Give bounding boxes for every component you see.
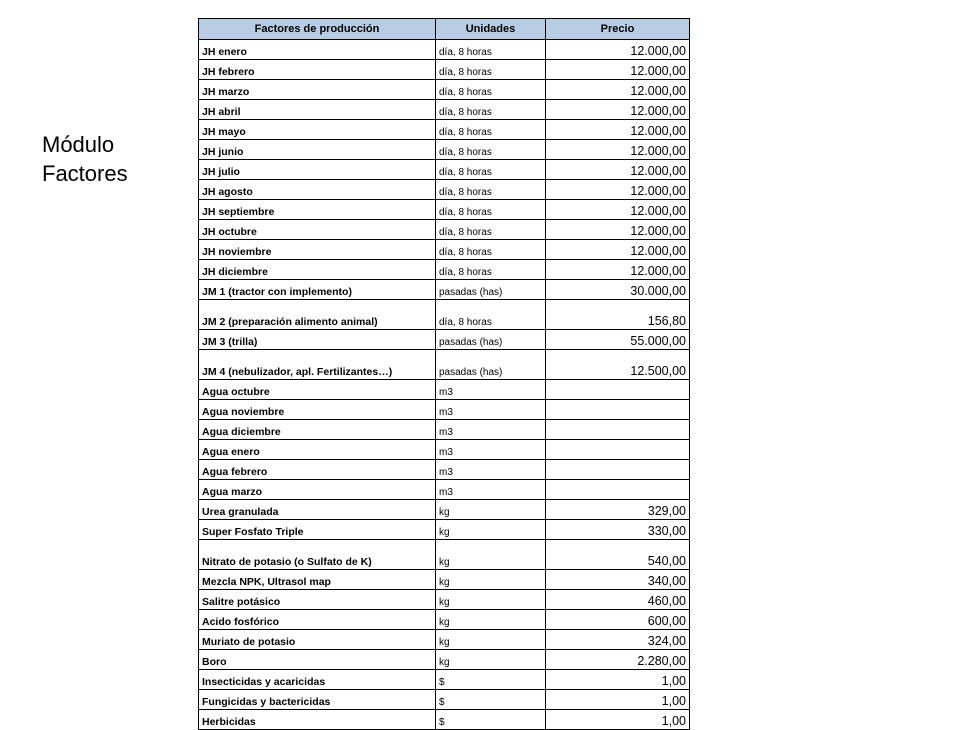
factor-name-cell: JH julio: [199, 160, 436, 180]
price-cell: 12.000,00: [546, 80, 690, 100]
factor-name-cell: Insecticidas y acaricidas: [199, 670, 436, 690]
table-row: [199, 350, 690, 380]
table-row: [199, 520, 690, 540]
factor-name-cell: JH agosto: [199, 180, 436, 200]
unit-cell: kg: [436, 540, 546, 570]
table-row: [199, 160, 690, 180]
unit-cell: día, 8 horas: [436, 180, 546, 200]
factor-name-cell: Herbicidas: [199, 710, 436, 730]
price-cell: 1,00: [546, 690, 690, 710]
unit-cell: pasadas (has): [436, 280, 546, 300]
table-row: [199, 630, 690, 650]
table-header-row: [199, 19, 690, 40]
price-cell: 330,00: [546, 520, 690, 540]
price-cell: 12.000,00: [546, 60, 690, 80]
unit-cell: m3: [436, 480, 546, 500]
factor-name-cell: JH mayo: [199, 120, 436, 140]
table-row: [199, 670, 690, 690]
factor-name-cell: JM 2 (preparación alimento animal): [199, 300, 436, 330]
price-cell: 1,00: [546, 710, 690, 730]
factor-name-cell: JH febrero: [199, 60, 436, 80]
unit-cell: día, 8 horas: [436, 80, 546, 100]
price-cell: 600,00: [546, 610, 690, 630]
price-cell: 540,00: [546, 540, 690, 570]
unit-cell: día, 8 horas: [436, 100, 546, 120]
factor-name-cell: Salitre potásico: [199, 590, 436, 610]
factor-name-cell: Mezcla NPK, Ultrasol map: [199, 570, 436, 590]
unit-cell: día, 8 horas: [436, 60, 546, 80]
unit-cell: m3: [436, 420, 546, 440]
table-row: [199, 260, 690, 280]
header-factor: Factores de producción: [199, 19, 436, 40]
table-row: [199, 610, 690, 630]
unit-cell: pasadas (has): [436, 350, 546, 380]
unit-cell: día, 8 horas: [436, 140, 546, 160]
table-row: [199, 200, 690, 220]
factor-name-cell: JH octubre: [199, 220, 436, 240]
price-cell: 12.000,00: [546, 240, 690, 260]
unit-cell: kg: [436, 590, 546, 610]
table-row: [199, 40, 690, 60]
factor-name-cell: JH abril: [199, 100, 436, 120]
table-row: [199, 380, 690, 400]
factor-name-cell: Fungicidas y bactericidas: [199, 690, 436, 710]
unit-cell: día, 8 horas: [436, 160, 546, 180]
price-cell: 12.000,00: [546, 260, 690, 280]
unit-cell: día, 8 horas: [436, 240, 546, 260]
table-row: [199, 500, 690, 520]
price-cell: 324,00: [546, 630, 690, 650]
factor-name-cell: Acido fosfórico: [199, 610, 436, 630]
unit-cell: día, 8 horas: [436, 200, 546, 220]
factor-name-cell: Agua noviembre: [199, 400, 436, 420]
unit-cell: kg: [436, 630, 546, 650]
factor-name-cell: JH diciembre: [199, 260, 436, 280]
table-row: [199, 460, 690, 480]
table-row: [199, 120, 690, 140]
factor-name-cell: JM 1 (tractor con implemento): [199, 280, 436, 300]
factor-name-cell: JH noviembre: [199, 240, 436, 260]
table-row: [199, 140, 690, 160]
table-row: [199, 180, 690, 200]
factor-name-cell: Nitrato de potasio (o Sulfato de K): [199, 540, 436, 570]
unit-cell: $: [436, 690, 546, 710]
table-row: [199, 240, 690, 260]
factor-name-cell: Agua enero: [199, 440, 436, 460]
slide-title-line1: Módulo: [42, 132, 115, 157]
table-row: [199, 400, 690, 420]
table-row: [199, 420, 690, 440]
price-cell: 12.000,00: [546, 160, 690, 180]
price-cell: [546, 420, 690, 440]
price-cell: 12.000,00: [546, 220, 690, 240]
price-cell: [546, 440, 690, 460]
table-row: [199, 100, 690, 120]
price-cell: 156,80: [546, 300, 690, 330]
table-row: [199, 330, 690, 350]
price-cell: 30.000,00: [546, 280, 690, 300]
unit-cell: m3: [436, 460, 546, 480]
factor-name-cell: Urea granulada: [199, 500, 436, 520]
factors-table: [198, 18, 690, 730]
factor-name-cell: JH junio: [199, 140, 436, 160]
factor-name-cell: JM 3 (trilla): [199, 330, 436, 350]
factor-name-cell: Agua febrero: [199, 460, 436, 480]
factor-name-cell: Agua marzo: [199, 480, 436, 500]
price-cell: 1,00: [546, 670, 690, 690]
price-cell: [546, 460, 690, 480]
unit-cell: $: [436, 710, 546, 730]
unit-cell: m3: [436, 440, 546, 460]
unit-cell: kg: [436, 500, 546, 520]
factor-name-cell: JH marzo: [199, 80, 436, 100]
factor-name-cell: Super Fosfato Triple: [199, 520, 436, 540]
factor-name-cell: Agua diciembre: [199, 420, 436, 440]
header-unit: Unidades: [436, 19, 546, 40]
price-cell: 12.500,00: [546, 350, 690, 380]
factor-name-cell: JH enero: [199, 40, 436, 60]
unit-cell: kg: [436, 610, 546, 630]
unit-cell: pasadas (has): [436, 330, 546, 350]
table-row: [199, 300, 690, 330]
price-cell: [546, 380, 690, 400]
price-cell: 340,00: [546, 570, 690, 590]
slide-title: [42, 130, 128, 188]
table-row: [199, 80, 690, 100]
price-cell: 55.000,00: [546, 330, 690, 350]
price-cell: 2.280,00: [546, 650, 690, 670]
unit-cell: kg: [436, 570, 546, 590]
unit-cell: kg: [436, 650, 546, 670]
price-cell: 12.000,00: [546, 140, 690, 160]
price-cell: 12.000,00: [546, 40, 690, 60]
unit-cell: día, 8 horas: [436, 260, 546, 280]
unit-cell: kg: [436, 520, 546, 540]
slide-title-line2: Factores: [42, 161, 128, 186]
table-row: [199, 650, 690, 670]
factor-name-cell: Muriato de potasio: [199, 630, 436, 650]
table-row: [199, 570, 690, 590]
price-cell: [546, 480, 690, 500]
unit-cell: día, 8 horas: [436, 120, 546, 140]
table-row: [199, 60, 690, 80]
table-row: [199, 590, 690, 610]
table-row: [199, 480, 690, 500]
price-cell: 329,00: [546, 500, 690, 520]
header-price: Precio: [546, 19, 690, 40]
factor-name-cell: JH septiembre: [199, 200, 436, 220]
factor-name-cell: JM 4 (nebulizador, apl. Fertilizantes…): [199, 350, 436, 380]
table-row: [199, 220, 690, 240]
unit-cell: $: [436, 670, 546, 690]
price-cell: 12.000,00: [546, 120, 690, 140]
price-cell: 12.000,00: [546, 180, 690, 200]
unit-cell: día, 8 horas: [436, 300, 546, 330]
table-row: [199, 540, 690, 570]
price-cell: 12.000,00: [546, 200, 690, 220]
unit-cell: m3: [436, 380, 546, 400]
table-row: [199, 280, 690, 300]
unit-cell: m3: [436, 400, 546, 420]
price-cell: 12.000,00: [546, 100, 690, 120]
table-body: [199, 40, 690, 730]
factor-name-cell: Boro: [199, 650, 436, 670]
price-cell: 460,00: [546, 590, 690, 610]
unit-cell: día, 8 horas: [436, 40, 546, 60]
table-row: [199, 440, 690, 460]
unit-cell: día, 8 horas: [436, 220, 546, 240]
price-cell: [546, 400, 690, 420]
table-row: [199, 690, 690, 710]
factor-name-cell: Agua octubre: [199, 380, 436, 400]
